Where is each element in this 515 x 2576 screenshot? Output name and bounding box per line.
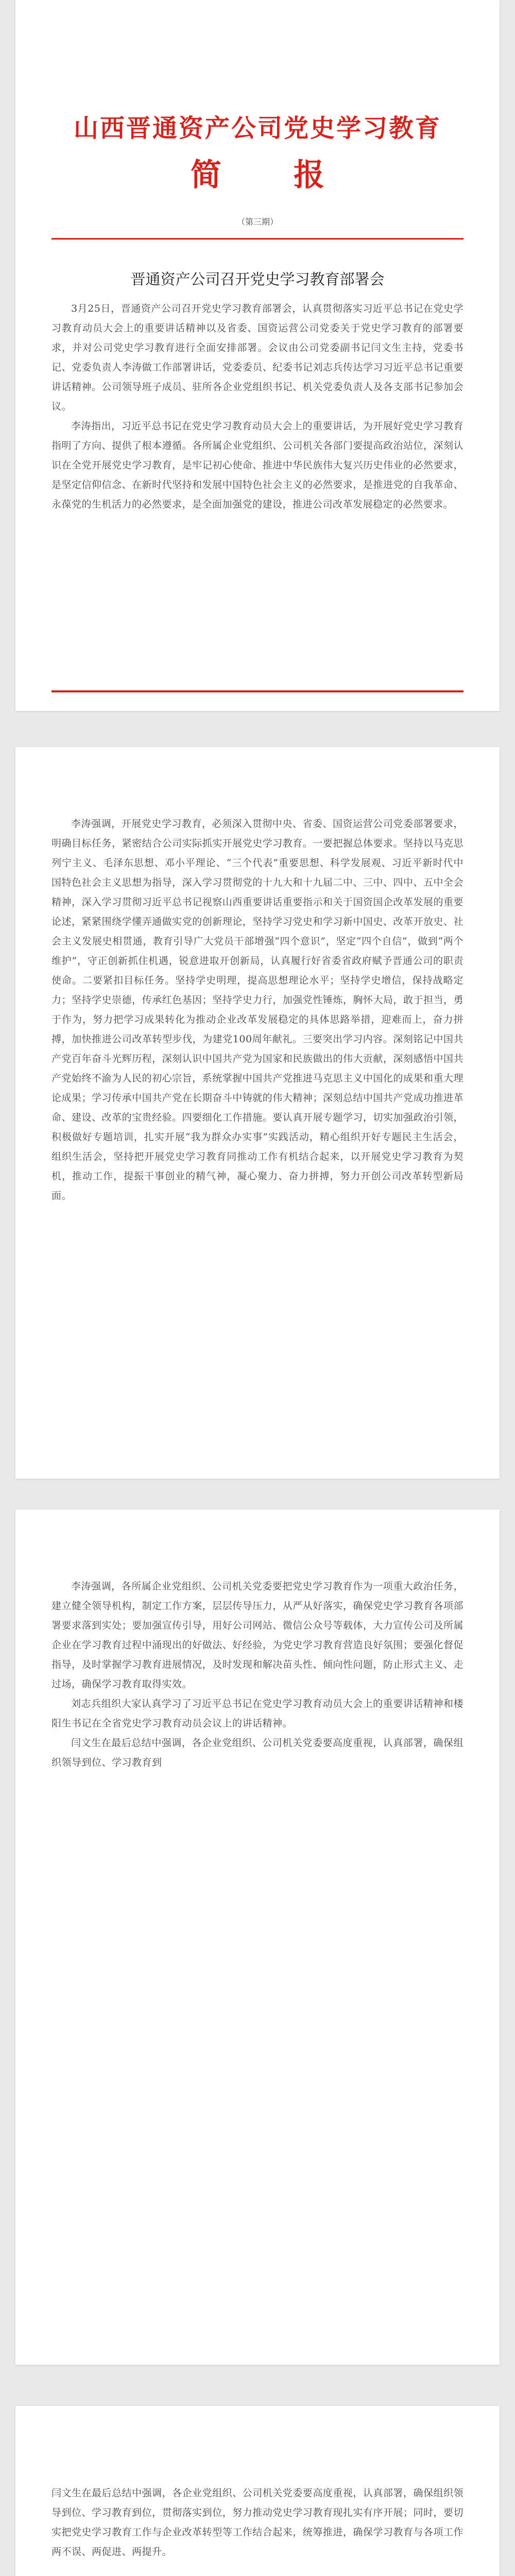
- article-headline: 晋通资产公司召开党史学习教育部署会: [130, 270, 385, 288]
- article-body-part-3: [52, 1577, 464, 2339]
- page-3: [15, 1510, 500, 2365]
- page-1: [15, 0, 500, 711]
- paragraph-2: 李涛指出，习近平总书记在党史学习教育动员大会上的重要讲话，为开展好党史学习教育指明了方向、提供了根本遵循。各所属企业党组织、公司机关各部门要提高政治站位，深刻认识在全党开展党史学习教育，是牢记初心使命、推进中华民族伟大复兴历史伟业的必然要求，是坚定信仰信念、在新时代坚持和发展中国特色社会主义的必然要求，是推进党的自我革命、永葆党的生机活力的必然要求，是全面加强党的建设，推进公司改革发展稳定的必然要求。: [52, 420, 464, 510]
- masthead-brief: 简报: [191, 157, 397, 193]
- paragraph-6-start: 闫文生在最后总结中强调，各企业党组织、公司机关党委要高度重视，认真部署，确保组织领导到位、学习教育到: [52, 1737, 464, 1768]
- paragraph-1: 3月25日，晋通资产公司召开党史学习教育部署会，认真贯彻落实习近平总书记在党史学习教育动员大会上的重要讲话精神以及省委、国资运营公司党委关于党史学习教育的部署要求，并对公司党史学习教育进行全面安排部署。会议由公司党委副书记闫文生主持，党委书记、党委负责人李涛做工作部署讲话，党委委员、纪委书记刘志兵传达学习习近平总书记重要讲话精神。公司领导班子成员、驻所各企业党组织书记、机关党委负责人及各支部书记参加会议。: [52, 303, 464, 412]
- page-1-bottom-rule: [52, 690, 464, 692]
- paragraph-4: 李涛强调，各所属企业党组织、公司机关党委要把党史学习教育作为一项重大政治任务，建立健全领导机构，制定工作方案，层层传导压力，从严从好落实，确保党史学习教育各项部署要求落到实处；要加强宣传引导，用好公司网站、微信公众号等载体，大力宣传公司及所属企业在学习教育过程中涌现出的好做法、好经验，为党史学习教育营造良好氛围；要强化督促指导，及时掌握学习教育进展情况，及时发现和解决苗头性、倾向性问题，防止形式主义、走过场，确保学习教育取得实效。: [52, 1581, 464, 1690]
- masthead-title: 山西晋通资产公司党史学习教育: [73, 114, 441, 143]
- page-2: [15, 747, 500, 1479]
- paragraph-3: 李涛强调，开展党史学习教育，必须深入贯彻中央、省委、国资运营公司党委部署要求，明确目标任务，紧密结合公司实际抓实开展党史学习教育。一要把握总体要求。坚持以马克思列宁主义、毛泽东思想、邓小平理论、“三个代表”重要思想、科学发展观、习近平新时代中国特色社会主义思想为指导，深入学习贯彻党的十九大和十九届二中、三中、四中、五中全会精神，深入学习贯彻习近平总书记视察山西重要讲话重要指示和关于国资国企改革发展的重要论述，紧紧围绕学懂弄通做实党的创新理论，坚持学习党史和学习新中国史、改革开放史、社会主义发展史相贯通，教育引导广大党员干部增强“四个意识”，坚定“四个自信”，做到“两个维护”，守正创新抓住机遇，锐意进取开创新局，认真履行好省委省政府赋予晋通公司的职责使命。二要紧扣目标任务。坚持学史明理，提高思想理论水平；坚持学史增信，保持战略定力；坚持学史崇德，传承红色基因；坚持学史力行，加强党性锤炼，胸怀大局，敢于担当，勇于作为，努力把学习成果转化为推动企业改革发展稳定的具体思路举措，迎难而上，奋力拼搏，加快推进公司改革转型步伐，为建党100周年献礼。三要突出学习内容。深刻铭记中国共产党百年奋斗光辉历程，深刻认识中国共产党为国家和民族做出的伟大贡献，深刻感悟中国共产党始终不渝为人民的初心宗旨，系统掌握中国共产党推进马克思主义中国化的成果和重大理论成果；学习传承中国共产党在长期奋斗中铸就的伟大精神；深刻总结中国共产党成功推进革命、建设、改革的宝贵经验。四要细化工作措施。要认真开展专题学习，切实加强政治引领，积极做好专题培训，扎实开展“我为群众办实事”实践活动，精心组织开好专题民主生活会，组织生活会，坚持把开展党史学习教育同推动工作有机结合起来，以开展党史学习教育为契机，推动工作，提振干事创业的精气神，凝心聚力、奋力拼搏，努力开创公司改革转型新局面。: [52, 818, 464, 1201]
- article-body-part-1: [52, 299, 464, 680]
- issue-number: （第三期）: [236, 217, 278, 227]
- paragraph-5: 刘志兵组织大家认真学习了习近平总书记在党史学习教育动员大会上的重要讲话精神和楼阳生书记在全省党史学习教育动员会议上的讲话精神。: [52, 1698, 464, 1729]
- paragraph-6: 闫文生在最后总结中强调，各企业党组织、公司机关党委要高度重视，认真部署，确保组织领导到位、学习教育到位，贯彻落实到位，努力推动党史学习教育现扎实有序开展；同时，要切实把党史学习教育工作与企业改革转型等工作结合起来，统筹推进，确保学习教育与各项工作两不误、两促进、两提升。: [52, 2487, 464, 2557]
- article-body-part-2: [52, 814, 464, 1463]
- article-body-part-4: [52, 2483, 464, 2562]
- masthead-divider: [52, 238, 464, 240]
- page-4: [15, 2406, 500, 2576]
